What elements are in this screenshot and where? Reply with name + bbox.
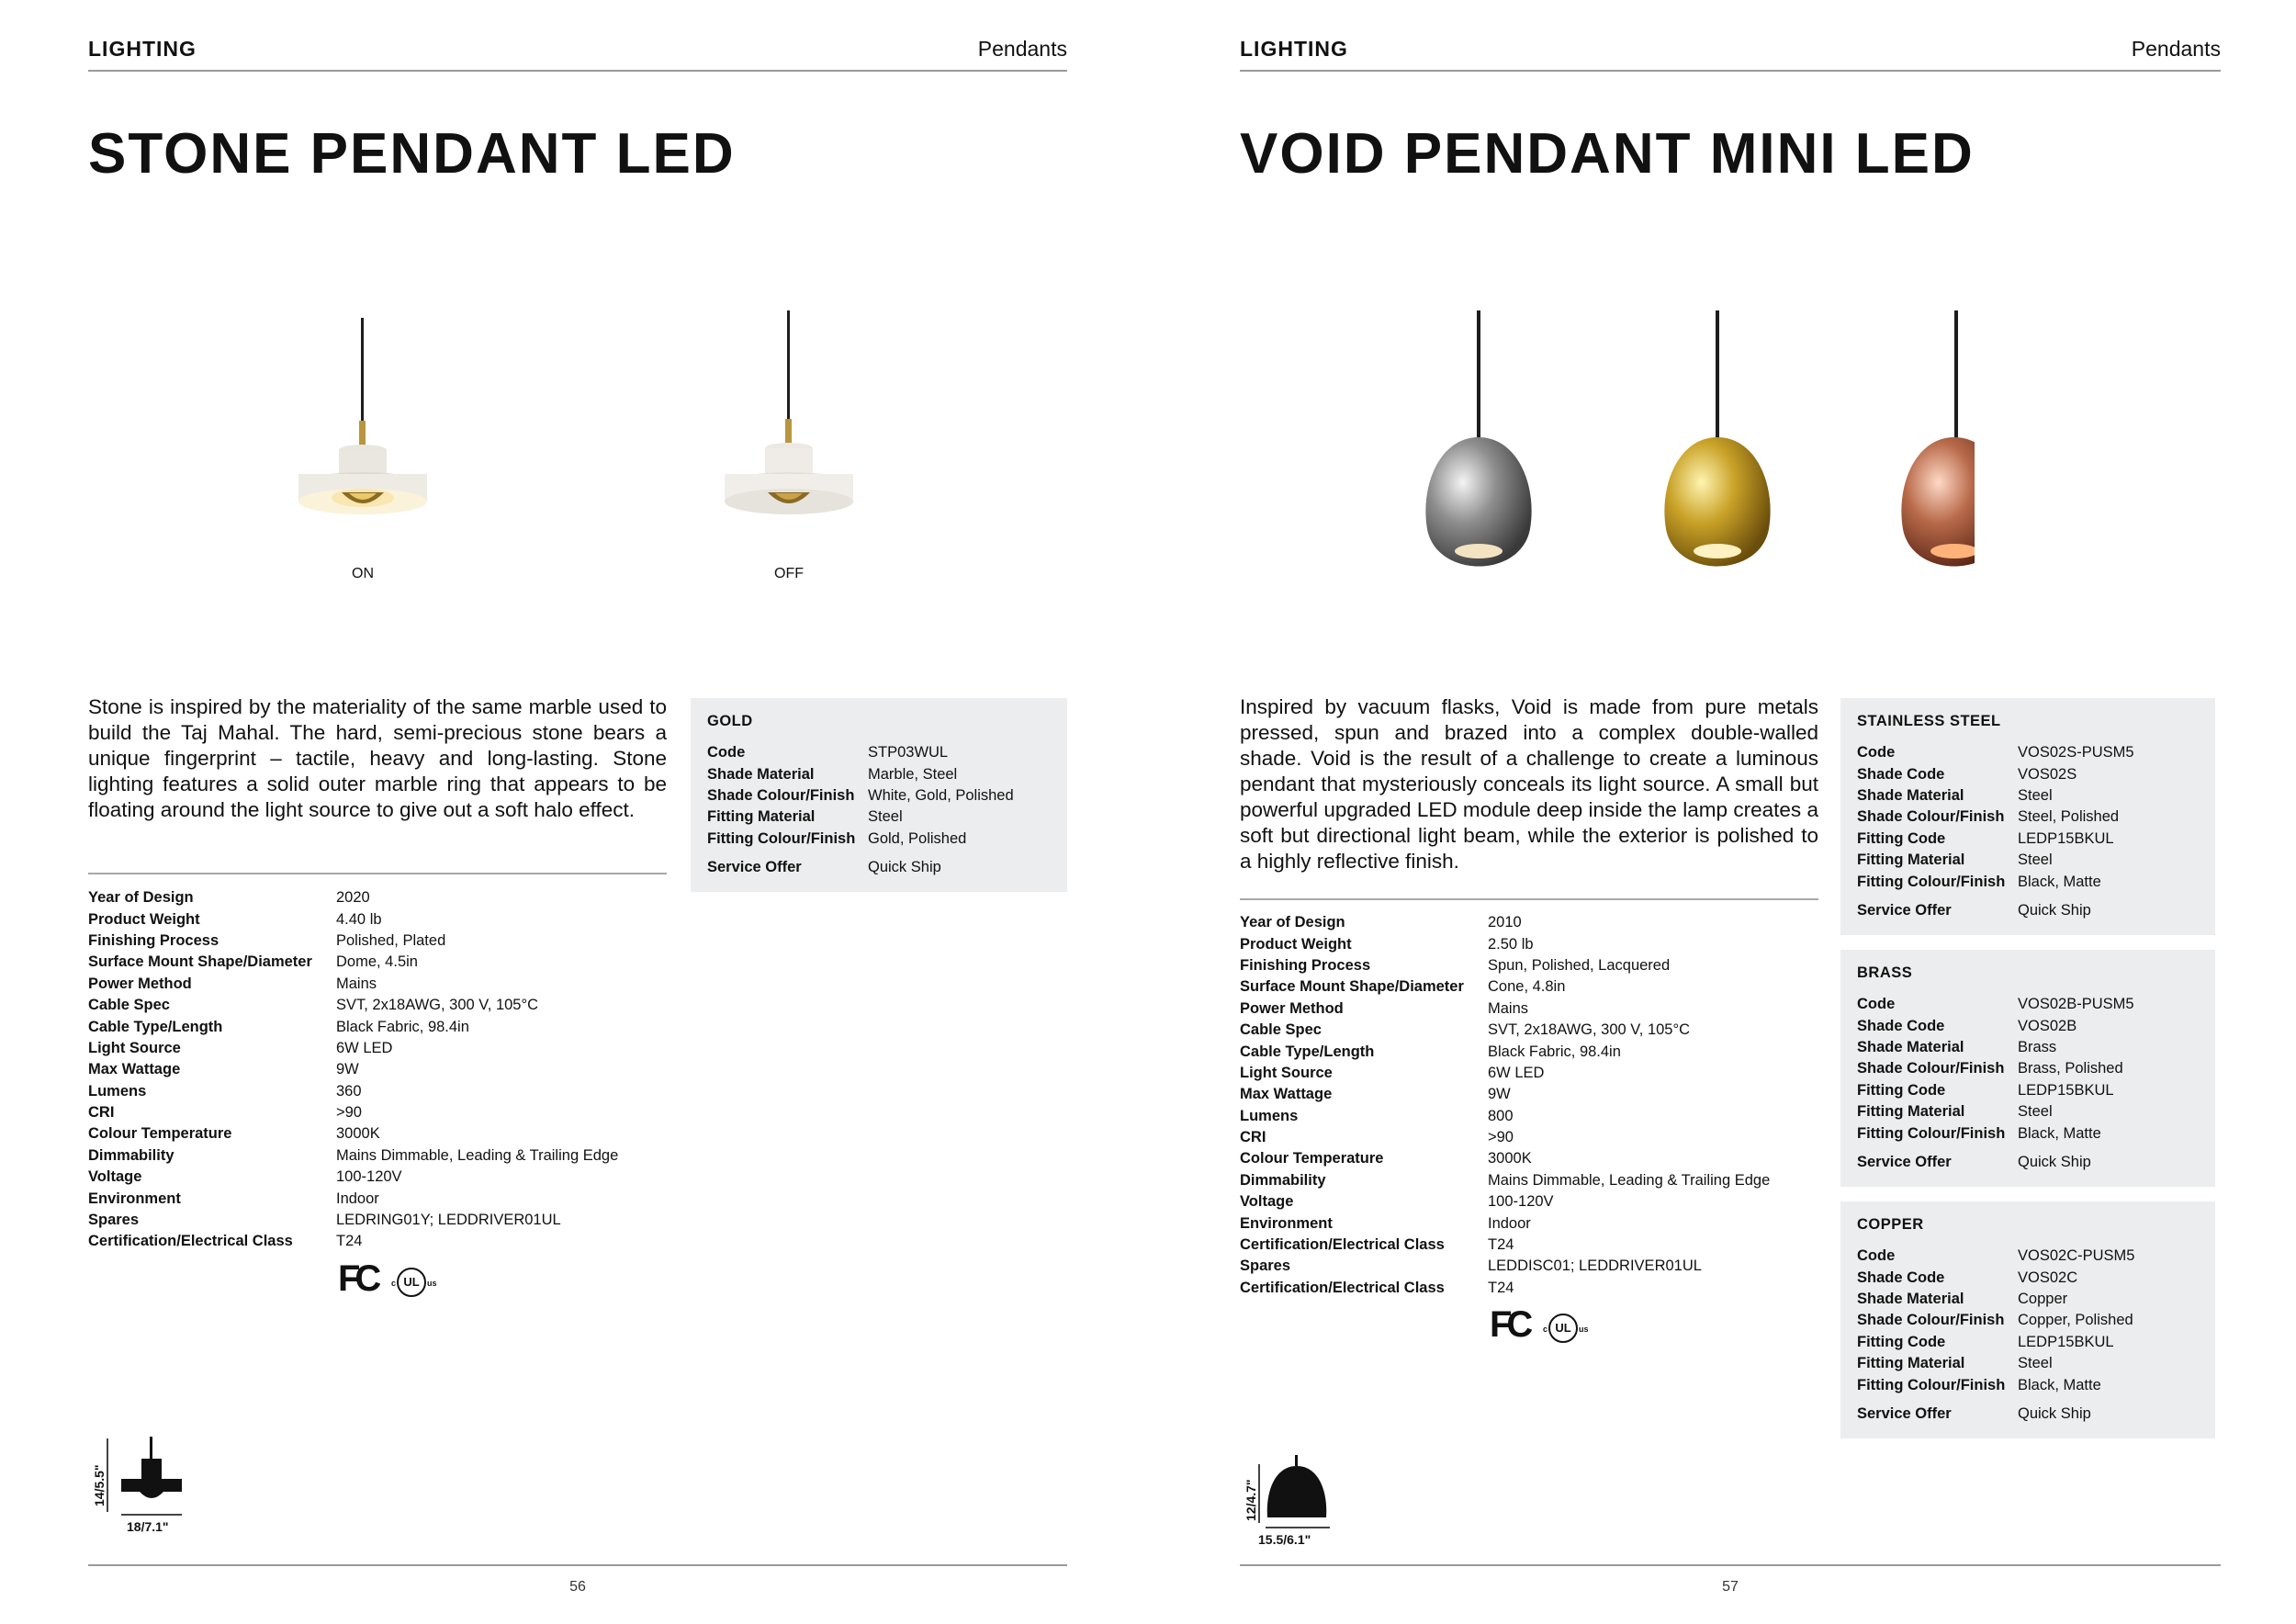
fcc-logo: FC	[338, 1258, 377, 1299]
service-offer	[1857, 902, 2091, 919]
spec-row	[1240, 1106, 1770, 1127]
spec-label: Finishing Process	[1240, 956, 1371, 974]
service-offer	[1857, 1405, 2091, 1423]
variant-value: Steel	[2018, 786, 2053, 804]
spec-label: Spares	[1240, 1257, 1291, 1275]
variant-value: STP03WUL	[868, 744, 949, 761]
spec-row	[88, 974, 618, 995]
product-image-off	[720, 310, 858, 538]
spec-row	[88, 1231, 618, 1252]
page-footer	[88, 1564, 1067, 1595]
spec-label: Surface Mount Shape/Diameter	[88, 953, 312, 971]
product-description: Stone is inspired by the materiality of the same marble used to build the Taj Mahal. The hard, semi-precious stone bears a unique fingerprint – tactile, heavy and long-lasting. Stone lighting features a solid outer marble ring that appears to be floating around the light source to give out a soft halo effect.	[88, 695, 667, 821]
variant-label: Code	[1857, 744, 1896, 761]
spec-row	[1240, 1212, 1770, 1234]
spec-row	[88, 1059, 618, 1080]
variant-value: VOS02B	[2018, 1017, 2077, 1034]
spec-label: Certification/Electrical Class	[88, 1233, 293, 1250]
dimension-drawing	[1240, 1451, 1368, 1571]
variant-value: Steel, Polished	[2018, 808, 2120, 826]
variant-spec-table	[1857, 1246, 2134, 1396]
spec-value: 2020	[336, 889, 370, 907]
spec-row	[1240, 998, 1770, 1020]
variant-row	[707, 829, 1014, 850]
variant-row	[1857, 1246, 2134, 1267]
variant-row	[707, 785, 1014, 806]
spec-value: LEDDISC01; LEDDRIVER01UL	[1488, 1257, 1702, 1275]
spec-value: Dome, 4.5in	[336, 953, 418, 971]
dimension-drawing	[88, 1433, 217, 1552]
variant-row	[707, 763, 1014, 784]
spec-value: Indoor	[336, 1190, 379, 1207]
spec-value: 4.40 lb	[336, 910, 382, 928]
spec-row	[88, 952, 618, 973]
service-offer-label: Service Offer	[1857, 1404, 1952, 1422]
spec-value: Spun, Polished, Lacquered	[1488, 956, 1671, 974]
variant-value: Steel	[2018, 851, 2053, 869]
product-title: VOID PENDANT MINI LED	[1240, 122, 1975, 186]
service-offer-label: Service Offer	[1857, 901, 1952, 919]
spec-value: 3000K	[336, 1125, 380, 1143]
variant-value: LEDP15BKUL	[2018, 1081, 2114, 1099]
spec-table	[1240, 912, 1770, 1299]
spec-value: Indoor	[1488, 1214, 1531, 1232]
spec-label: Lumens	[1240, 1107, 1299, 1124]
spec-row	[1240, 1170, 1770, 1191]
variant-label: Fitting Material	[1857, 851, 1965, 869]
variant-spec-table	[707, 742, 1014, 850]
variant-label: Shade Colour/Finish	[1857, 1312, 2005, 1329]
variant-label: Fitting Material	[1857, 1355, 1965, 1372]
spec-label: Certification/Electrical Class	[1240, 1236, 1445, 1254]
variant-label: Fitting Code	[1857, 1081, 1946, 1099]
variant-value: Black, Matte	[2018, 873, 2101, 890]
image-caption-on: ON	[352, 566, 374, 581]
spec-value: 9W	[336, 1061, 359, 1078]
spec-label: Year of Design	[1240, 914, 1345, 931]
variant-label: Fitting Code	[1857, 1333, 1946, 1350]
spec-value: T24	[1488, 1279, 1514, 1296]
spec-row	[88, 1123, 618, 1145]
height-guide	[1258, 1464, 1260, 1523]
variant-value: White, Gold, Polished	[868, 786, 1014, 804]
category-label: Pendants	[977, 37, 1067, 61]
spec-value: 9W	[1488, 1086, 1511, 1103]
spec-value: Black Fabric, 98.4in	[1488, 1043, 1621, 1060]
variant-row	[1857, 1037, 2134, 1058]
spec-label: Voltage	[1240, 1193, 1294, 1211]
service-offer-value: Quick Ship	[2018, 901, 2091, 919]
running-header	[88, 37, 1067, 72]
spec-value: >90	[336, 1104, 362, 1122]
catalog-page-right	[1240, 0, 2221, 1624]
variant-value: VOS02S	[2018, 765, 2077, 783]
spec-row	[88, 1016, 618, 1037]
ul-c-mark: c	[391, 1279, 397, 1288]
variant-value: Brass	[2018, 1038, 2057, 1055]
variant-row	[1857, 829, 2134, 850]
variant-title: STAINLESS STEEL	[1857, 713, 2001, 729]
spec-label: Spares	[88, 1212, 140, 1229]
variant-value: LEDP15BKUL	[2018, 1333, 2114, 1350]
variant-row	[1857, 1080, 2134, 1101]
variant-label: Fitting Code	[1857, 829, 1946, 847]
variant-value: Marble, Steel	[868, 765, 958, 783]
variant-spec-table	[1857, 994, 2134, 1145]
service-offer	[707, 859, 941, 876]
section-label: LIGHTING	[88, 37, 197, 61]
spec-row	[1240, 1063, 1770, 1084]
spec-label: Power Method	[1240, 999, 1344, 1017]
spec-label: Certification/Electrical Class	[1240, 1279, 1445, 1296]
spec-row	[88, 995, 618, 1016]
variant-value: Steel	[2018, 1355, 2053, 1372]
spec-row	[88, 1167, 618, 1188]
product-image-void-finishes	[1424, 310, 1975, 623]
spec-value: 100-120V	[1488, 1193, 1554, 1211]
spec-label: Product Weight	[88, 910, 200, 928]
dimension-width: 18/7.1"	[127, 1519, 169, 1534]
variant-row	[1857, 871, 2134, 892]
variant-label: Fitting Material	[707, 808, 816, 826]
product-title: STONE PENDANT LED	[88, 122, 736, 186]
variant-value: Steel	[868, 808, 903, 826]
variant-row	[1857, 806, 2134, 828]
variant-title: BRASS	[1857, 964, 1913, 981]
spec-row	[1240, 933, 1770, 954]
certification-logos	[1490, 1303, 1609, 1347]
variant-label: Shade Code	[1857, 1269, 1945, 1286]
spec-row	[1240, 1084, 1770, 1105]
variant-value: Steel	[2018, 1103, 2053, 1121]
variant-label: Fitting Colour/Finish	[1857, 873, 2006, 890]
spec-row	[88, 930, 618, 952]
spec-value: Mains Dimmable, Leading & Trailing Edge	[1488, 1171, 1771, 1189]
variant-label: Fitting Colour/Finish	[1857, 1124, 2006, 1142]
spec-row	[1240, 1278, 1770, 1299]
stone-pendant-on-illustration	[294, 318, 432, 538]
variant-value: Black, Matte	[2018, 1124, 2101, 1142]
spec-value: 2.50 lb	[1488, 935, 1534, 953]
spec-label: Environment	[1240, 1214, 1333, 1232]
service-offer	[1857, 1154, 2091, 1171]
spec-label: Light Source	[1240, 1064, 1333, 1081]
variant-label: Code	[1857, 996, 1896, 1013]
variant-label: Shade Material	[1857, 786, 1964, 804]
variant-label: Fitting Colour/Finish	[707, 829, 856, 847]
variant-label: Code	[1857, 1247, 1896, 1265]
spec-row	[1240, 1127, 1770, 1148]
ul-us-mark: us	[1579, 1325, 1589, 1334]
variant-row	[1857, 850, 2134, 871]
variant-row	[1857, 1353, 2134, 1374]
spec-label: Year of Design	[88, 889, 194, 907]
spec-row	[88, 908, 618, 930]
variant-value: Copper, Polished	[2018, 1312, 2133, 1329]
void-pendant-silhouette-icon	[1264, 1455, 1330, 1527]
spec-value: SVT, 2x18AWG, 300 V, 105°C	[336, 997, 538, 1014]
spec-row	[88, 1188, 618, 1209]
spec-label: Cable Type/Length	[1240, 1043, 1375, 1060]
spec-value: Mains	[1488, 999, 1529, 1017]
spec-row	[1240, 1256, 1770, 1277]
variant-row	[1857, 785, 2134, 806]
variant-label: Shade Material	[1857, 1290, 1964, 1307]
spec-value: Cone, 4.8in	[1488, 978, 1566, 996]
spec-label: Surface Mount Shape/Diameter	[1240, 978, 1464, 996]
variant-label: Fitting Material	[1857, 1103, 1965, 1121]
spec-row	[88, 887, 618, 908]
spec-value: 2010	[1488, 914, 1522, 931]
variant-value: VOS02B-PUSM5	[2018, 996, 2134, 1013]
spec-value: 3000K	[1488, 1150, 1532, 1167]
spec-table-body	[1240, 912, 1770, 1299]
ul-us-mark: us	[427, 1279, 437, 1288]
spec-label: Environment	[88, 1190, 181, 1207]
spec-value: 100-120V	[336, 1168, 402, 1186]
spec-label: CRI	[88, 1104, 115, 1122]
spec-value: T24	[336, 1233, 363, 1250]
catalog-page-left	[88, 0, 1067, 1624]
spec-label: Voltage	[88, 1168, 142, 1186]
spec-label: Power Method	[88, 975, 192, 992]
page-number: 57	[1722, 1579, 1739, 1595]
spec-row	[1240, 1191, 1770, 1212]
void-stainless-steel-illustration	[1425, 310, 1531, 567]
variant-row	[1857, 763, 2134, 784]
variant-value: VOS02S-PUSM5	[2018, 744, 2134, 761]
spec-value: SVT, 2x18AWG, 300 V, 105°C	[1488, 1021, 1690, 1039]
spec-value: 360	[336, 1082, 362, 1100]
spec-value: LEDRING01Y; LEDDRIVER01UL	[336, 1212, 561, 1229]
variant-row	[1857, 1101, 2134, 1122]
height-guide	[107, 1438, 108, 1512]
variant-value: VOS02C	[2018, 1269, 2078, 1286]
variant-row	[1857, 1374, 2134, 1395]
variant-row	[1857, 1058, 2134, 1079]
variant-value: Black, Matte	[2018, 1376, 2101, 1393]
variant-label: Shade Colour/Finish	[1857, 808, 2005, 826]
spec-label: Light Source	[88, 1039, 181, 1056]
variant-title: GOLD	[707, 713, 753, 729]
ul-logo: UL	[1548, 1314, 1578, 1343]
variant-row	[1857, 1015, 2134, 1036]
variant-row	[1857, 1267, 2134, 1288]
spec-row	[88, 1210, 618, 1231]
variant-row	[1857, 994, 2134, 1015]
ul-logo: UL	[397, 1268, 426, 1297]
spec-value: Mains Dimmable, Leading & Trailing Edge	[336, 1146, 619, 1164]
spec-label: Cable Spec	[88, 997, 170, 1014]
spec-row	[88, 1038, 618, 1059]
variant-value: Gold, Polished	[868, 829, 967, 847]
spec-label: Finishing Process	[88, 931, 219, 949]
spec-row	[1240, 1041, 1770, 1062]
spec-label: Lumens	[88, 1082, 147, 1100]
variant-row	[1857, 1310, 2134, 1331]
spec-label: Cable Spec	[1240, 1021, 1322, 1039]
variant-row	[1857, 1332, 2134, 1353]
spec-value: 800	[1488, 1107, 1514, 1124]
spec-label: Colour Temperature	[1240, 1150, 1384, 1167]
image-caption-off: OFF	[774, 566, 804, 581]
variant-label: Fitting Colour/Finish	[1857, 1376, 2006, 1393]
variant-panel	[1840, 698, 2215, 935]
spec-value: Mains	[336, 975, 377, 992]
spec-value: T24	[1488, 1236, 1514, 1254]
product-description: Inspired by vacuum flasks, Void is made from pure metals pressed, spun and brazed into a complex double-walled shade. Void is the result of a challenge to create a luminous pendant that mysteriously conceals its light source. A small but powerful upgraded LED module deep inside the lamp creates a soft but directional light beam, while the exterior is polished to a highly reflective finish.	[1240, 695, 1818, 873]
spec-label: Max Wattage	[88, 1061, 181, 1078]
variant-row	[1857, 1122, 2134, 1144]
spec-label: Max Wattage	[1240, 1086, 1333, 1103]
spec-value: 6W LED	[336, 1039, 393, 1056]
spec-label: Dimmability	[88, 1146, 174, 1164]
category-label: Pendants	[2131, 37, 2221, 61]
spec-row	[1240, 976, 1770, 998]
spec-row	[88, 1081, 618, 1102]
spec-label: Product Weight	[1240, 935, 1352, 953]
page-footer	[1240, 1564, 2221, 1595]
service-offer-value: Quick Ship	[2018, 1153, 2091, 1170]
spec-table-body	[88, 887, 618, 1253]
spec-value: Polished, Plated	[336, 931, 446, 949]
spec-value: >90	[1488, 1129, 1514, 1146]
service-offer-value: Quick Ship	[868, 859, 941, 875]
variant-label: Shade Material	[707, 765, 815, 783]
stone-pendant-silhouette-icon	[119, 1437, 184, 1510]
variant-label: Shade Material	[1857, 1038, 1964, 1055]
spec-row	[88, 1102, 618, 1123]
variant-title: COPPER	[1857, 1216, 1924, 1233]
variant-row	[1857, 1289, 2134, 1310]
spec-row	[1240, 955, 1770, 976]
width-guide	[121, 1514, 182, 1516]
dimension-height: 14/5.5"	[92, 1464, 107, 1506]
service-offer-value: Quick Ship	[2018, 1404, 2091, 1422]
spec-label: CRI	[1240, 1129, 1266, 1146]
width-guide	[1266, 1527, 1330, 1528]
variant-row	[1857, 742, 2134, 763]
variant-row	[707, 806, 1014, 828]
spec-row	[1240, 1148, 1770, 1169]
variant-label: Shade Colour/Finish	[1857, 1060, 2005, 1077]
spec-row	[1240, 1235, 1770, 1256]
variant-panel	[1840, 1201, 2215, 1438]
variant-value: LEDP15BKUL	[2018, 829, 2114, 847]
ul-c-mark: c	[1543, 1325, 1548, 1334]
stone-pendant-off-illustration	[720, 310, 858, 538]
variant-panel	[691, 698, 1067, 892]
page-number: 56	[569, 1579, 586, 1595]
spec-label: Colour Temperature	[88, 1125, 232, 1143]
divider	[88, 873, 667, 874]
variant-value: Copper	[2018, 1290, 2068, 1307]
product-image-on	[294, 318, 432, 538]
spec-value: Black Fabric, 98.4in	[336, 1018, 469, 1035]
void-copper-illustration	[1901, 310, 1975, 567]
variant-row	[707, 742, 1014, 763]
dimension-height: 12/4.7"	[1244, 1479, 1258, 1521]
variant-panel	[1840, 950, 2215, 1187]
variant-value: VOS02C-PUSM5	[2018, 1247, 2135, 1265]
void-brass-illustration	[1664, 310, 1770, 567]
certification-logos	[338, 1257, 457, 1301]
section-label: LIGHTING	[1240, 37, 1348, 61]
variant-label: Code	[707, 744, 746, 761]
spec-value: 6W LED	[1488, 1064, 1545, 1081]
service-offer-label: Service Offer	[707, 859, 802, 875]
fcc-logo: FC	[1490, 1304, 1528, 1345]
spec-label: Dimmability	[1240, 1171, 1326, 1189]
variant-value: Brass, Polished	[2018, 1060, 2123, 1077]
variant-label: Shade Code	[1857, 1017, 1945, 1034]
divider	[1240, 898, 1818, 900]
dimension-width: 15.5/6.1"	[1258, 1532, 1311, 1547]
spec-label: Cable Type/Length	[88, 1018, 223, 1035]
variant-label: Shade Code	[1857, 765, 1945, 783]
spec-row	[88, 1145, 618, 1167]
service-offer-label: Service Offer	[1857, 1153, 1952, 1170]
running-header	[1240, 37, 2221, 72]
spec-row	[1240, 912, 1770, 933]
spec-row	[1240, 1020, 1770, 1041]
variant-label: Shade Colour/Finish	[707, 786, 855, 804]
variant-spec-table	[1857, 742, 2134, 893]
spec-table	[88, 887, 618, 1253]
